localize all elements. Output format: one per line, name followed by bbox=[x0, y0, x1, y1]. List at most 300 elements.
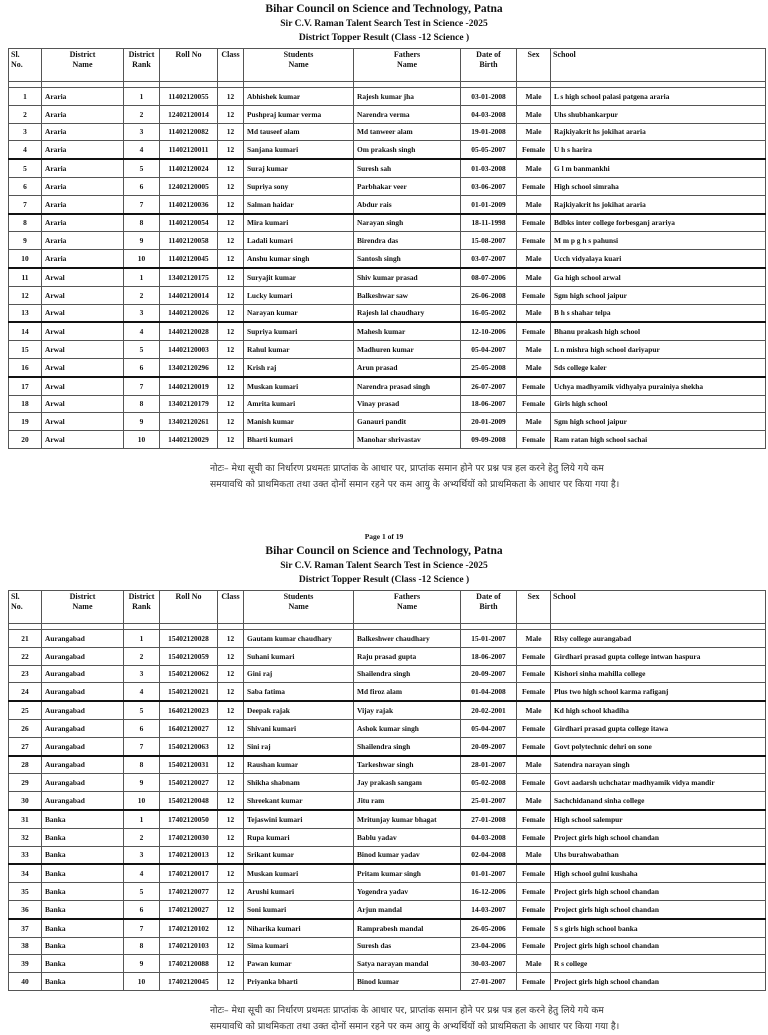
sex: Female bbox=[517, 810, 551, 828]
roll-no: 11402120045 bbox=[160, 250, 218, 268]
sex: Female bbox=[517, 286, 551, 304]
table-row bbox=[9, 810, 766, 828]
sex: Male bbox=[517, 304, 551, 322]
district-rank: 3 bbox=[124, 304, 160, 322]
school-name: Govt polytechnic dehri on sone bbox=[551, 737, 766, 755]
school-name: Uhs shubhankarpur bbox=[551, 105, 766, 123]
student-name: Bharti kumari bbox=[244, 431, 354, 449]
district-name: Araria bbox=[42, 123, 124, 141]
student-name: Manish kumar bbox=[244, 413, 354, 431]
class: 12 bbox=[218, 683, 244, 701]
sex: Female bbox=[517, 883, 551, 901]
serial-no: 34 bbox=[9, 864, 42, 882]
date-of-birth: 08-07-2006 bbox=[461, 268, 517, 286]
date-of-birth: 26-06-2008 bbox=[461, 286, 517, 304]
student-name: Priyanka bharti bbox=[244, 973, 354, 991]
school-name: Plus two high school karma rafiganj bbox=[551, 683, 766, 701]
page-number: Page 1 of 19 bbox=[364, 532, 404, 541]
result-title: District Topper Result (Class -12 Science ) bbox=[298, 33, 470, 43]
table-row bbox=[9, 683, 766, 701]
date-of-birth: 01-01-2009 bbox=[461, 195, 517, 213]
class: 12 bbox=[218, 937, 244, 955]
father-name: Shiv kumar prasad bbox=[354, 268, 461, 286]
district-rank: 2 bbox=[124, 105, 160, 123]
roll-no: 11402120058 bbox=[160, 232, 218, 250]
table-row bbox=[9, 123, 766, 141]
school-name: Girls high school bbox=[551, 395, 766, 413]
result-table-1 bbox=[8, 48, 766, 449]
table-row bbox=[9, 828, 766, 846]
roll-no: 13402120261 bbox=[160, 413, 218, 431]
student-name: Pawan kumar bbox=[244, 955, 354, 973]
district-name: Araria bbox=[42, 195, 124, 213]
district-rank: 5 bbox=[124, 341, 160, 359]
district-rank: 8 bbox=[124, 395, 160, 413]
school-name: Kishori sinha mahilla college bbox=[551, 665, 766, 683]
table-row bbox=[9, 413, 766, 431]
student-name: Sima kumari bbox=[244, 937, 354, 955]
column-header-father-name: Fathers Name bbox=[354, 591, 461, 624]
father-name: Santosh singh bbox=[354, 250, 461, 268]
class: 12 bbox=[218, 756, 244, 774]
district-name: Arwal bbox=[42, 286, 124, 304]
table-row bbox=[9, 395, 766, 413]
result-table-2 bbox=[8, 590, 766, 991]
date-of-birth: 03-06-2007 bbox=[461, 177, 517, 195]
district-rank: 7 bbox=[124, 195, 160, 213]
serial-no: 13 bbox=[9, 304, 42, 322]
student-name: Soni kumari bbox=[244, 900, 354, 918]
serial-no: 18 bbox=[9, 395, 42, 413]
father-name: Shailendra singh bbox=[354, 665, 461, 683]
sex: Female bbox=[517, 214, 551, 232]
sex: Female bbox=[517, 828, 551, 846]
serial-no: 38 bbox=[9, 937, 42, 955]
father-name: Binod kumar bbox=[354, 973, 461, 991]
class: 12 bbox=[218, 123, 244, 141]
serial-no: 24 bbox=[9, 683, 42, 701]
serial-no: 20 bbox=[9, 431, 42, 449]
serial-no: 7 bbox=[9, 195, 42, 213]
serial-no: 27 bbox=[9, 737, 42, 755]
serial-no: 37 bbox=[9, 919, 42, 937]
father-name: Mritunjay kumar bhagat bbox=[354, 810, 461, 828]
table-row bbox=[9, 846, 766, 864]
school-name: High school salempur bbox=[551, 810, 766, 828]
district-rank: 5 bbox=[124, 159, 160, 177]
district-rank: 8 bbox=[124, 756, 160, 774]
column-header-serial-no: Sl. No. bbox=[9, 591, 42, 624]
class: 12 bbox=[218, 864, 244, 882]
serial-no: 17 bbox=[9, 377, 42, 395]
district-name: Banka bbox=[42, 883, 124, 901]
roll-no: 12402120014 bbox=[160, 105, 218, 123]
roll-no: 13402120179 bbox=[160, 395, 218, 413]
serial-no: 32 bbox=[9, 828, 42, 846]
sex: Female bbox=[517, 395, 551, 413]
date-of-birth: 09-09-2008 bbox=[461, 431, 517, 449]
district-rank: 1 bbox=[124, 810, 160, 828]
column-header-district-rank: District Rank bbox=[124, 591, 160, 624]
table-header-row bbox=[9, 591, 766, 624]
class: 12 bbox=[218, 358, 244, 376]
serial-no: 5 bbox=[9, 159, 42, 177]
district-name: Araria bbox=[42, 159, 124, 177]
sex: Female bbox=[517, 719, 551, 737]
school-name: Sachchidanand sinha college bbox=[551, 792, 766, 810]
sex: Male bbox=[517, 195, 551, 213]
school-name: Project girls high school chandan bbox=[551, 883, 766, 901]
student-name: Shikha shabnam bbox=[244, 774, 354, 792]
date-of-birth: 05-04-2007 bbox=[461, 719, 517, 737]
serial-no: 12 bbox=[9, 286, 42, 304]
date-of-birth: 20-09-2007 bbox=[461, 665, 517, 683]
class: 12 bbox=[218, 846, 244, 864]
school-name: S s girls high school banka bbox=[551, 919, 766, 937]
column-header-district-name: District Name bbox=[42, 591, 124, 624]
sex: Male bbox=[517, 792, 551, 810]
page-header-2 bbox=[0, 544, 768, 587]
father-name: Ganauri pandit bbox=[354, 413, 461, 431]
student-name: Sanjana kumari bbox=[244, 141, 354, 159]
school-name: Bdbks inter college forbesganj arariya bbox=[551, 214, 766, 232]
column-header-father-name: Fathers Name bbox=[354, 49, 461, 82]
sex: Male bbox=[517, 955, 551, 973]
district-rank: 4 bbox=[124, 322, 160, 340]
date-of-birth: 16-12-2006 bbox=[461, 883, 517, 901]
district-name: Banka bbox=[42, 955, 124, 973]
class: 12 bbox=[218, 141, 244, 159]
roll-no: 15402120031 bbox=[160, 756, 218, 774]
roll-no: 11402120082 bbox=[160, 123, 218, 141]
sex: Female bbox=[517, 864, 551, 882]
column-header-sex: Sex bbox=[517, 49, 551, 82]
district-rank: 6 bbox=[124, 177, 160, 195]
district-rank: 2 bbox=[124, 286, 160, 304]
serial-no: 35 bbox=[9, 883, 42, 901]
serial-no: 31 bbox=[9, 810, 42, 828]
table-row bbox=[9, 701, 766, 719]
serial-no: 33 bbox=[9, 846, 42, 864]
page-header-1 bbox=[0, 2, 768, 45]
student-name: Salman haidar bbox=[244, 195, 354, 213]
class: 12 bbox=[218, 105, 244, 123]
roll-no: 17402120013 bbox=[160, 846, 218, 864]
district-rank: 9 bbox=[124, 955, 160, 973]
date-of-birth: 18-06-2007 bbox=[461, 647, 517, 665]
date-of-birth: 15-08-2007 bbox=[461, 232, 517, 250]
roll-no: 17402120102 bbox=[160, 919, 218, 937]
roll-no: 17402120045 bbox=[160, 973, 218, 991]
school-name: Sgm high school jaipur bbox=[551, 286, 766, 304]
student-name: Arushi kumari bbox=[244, 883, 354, 901]
table-row bbox=[9, 268, 766, 286]
school-name: Sgm high school jaipur bbox=[551, 413, 766, 431]
district-rank: 6 bbox=[124, 900, 160, 918]
district-name: Arwal bbox=[42, 322, 124, 340]
table-row bbox=[9, 377, 766, 395]
father-name: Narendra verma bbox=[354, 105, 461, 123]
sex: Female bbox=[517, 665, 551, 683]
class: 12 bbox=[218, 737, 244, 755]
date-of-birth: 18-11-1998 bbox=[461, 214, 517, 232]
student-name: Narayan kumar bbox=[244, 304, 354, 322]
sex: Male bbox=[517, 159, 551, 177]
date-of-birth: 05-05-2007 bbox=[461, 141, 517, 159]
class: 12 bbox=[218, 413, 244, 431]
father-name: Vijay rajak bbox=[354, 701, 461, 719]
table-row bbox=[9, 88, 766, 106]
serial-no: 4 bbox=[9, 141, 42, 159]
roll-no: 12402120005 bbox=[160, 177, 218, 195]
table-row bbox=[9, 214, 766, 232]
roll-no: 16402120023 bbox=[160, 701, 218, 719]
serial-no: 6 bbox=[9, 177, 42, 195]
serial-no: 30 bbox=[9, 792, 42, 810]
school-name: Uhs burahwabathan bbox=[551, 846, 766, 864]
roll-no: 11402120054 bbox=[160, 214, 218, 232]
district-name: Aurangabad bbox=[42, 774, 124, 792]
date-of-birth: 28-01-2007 bbox=[461, 756, 517, 774]
father-name: Binod kumar yadav bbox=[354, 846, 461, 864]
district-rank: 3 bbox=[124, 665, 160, 683]
father-name: Narendra prasad singh bbox=[354, 377, 461, 395]
table-row bbox=[9, 431, 766, 449]
student-name: Ladali kumari bbox=[244, 232, 354, 250]
student-name: Gini raj bbox=[244, 665, 354, 683]
table-row bbox=[9, 304, 766, 322]
class: 12 bbox=[218, 268, 244, 286]
serial-no: 21 bbox=[9, 630, 42, 648]
date-of-birth: 23-04-2006 bbox=[461, 937, 517, 955]
father-name: Abdur rais bbox=[354, 195, 461, 213]
school-name: High school gulni kushaha bbox=[551, 864, 766, 882]
sex: Male bbox=[517, 358, 551, 376]
column-header-roll-no: Roll No bbox=[160, 49, 218, 82]
class: 12 bbox=[218, 719, 244, 737]
student-name: Raushan kumar bbox=[244, 756, 354, 774]
father-name: Yogendra yadav bbox=[354, 883, 461, 901]
sex: Female bbox=[517, 322, 551, 340]
column-header-sex: Sex bbox=[517, 591, 551, 624]
district-name: Araria bbox=[42, 141, 124, 159]
class: 12 bbox=[218, 322, 244, 340]
table-header-row bbox=[9, 49, 766, 82]
class: 12 bbox=[218, 304, 244, 322]
table-row bbox=[9, 358, 766, 376]
school-name: Project girls high school chandan bbox=[551, 973, 766, 991]
class: 12 bbox=[218, 214, 244, 232]
date-of-birth: 20-02-2001 bbox=[461, 701, 517, 719]
sex: Male bbox=[517, 268, 551, 286]
table-row bbox=[9, 177, 766, 195]
district-name: Aurangabad bbox=[42, 647, 124, 665]
father-name: Bablu yadav bbox=[354, 828, 461, 846]
serial-no: 1 bbox=[9, 88, 42, 106]
sex: Female bbox=[517, 737, 551, 755]
father-name: Md firoz alam bbox=[354, 683, 461, 701]
sex: Female bbox=[517, 431, 551, 449]
table-row bbox=[9, 286, 766, 304]
roll-no: 16402120027 bbox=[160, 719, 218, 737]
roll-no: 14402120003 bbox=[160, 341, 218, 359]
date-of-birth: 25-01-2007 bbox=[461, 792, 517, 810]
date-of-birth: 15-01-2007 bbox=[461, 630, 517, 648]
column-header-serial-no: Sl. No. bbox=[9, 49, 42, 82]
serial-no: 39 bbox=[9, 955, 42, 973]
district-rank: 10 bbox=[124, 973, 160, 991]
sex: Male bbox=[517, 630, 551, 648]
student-name: Deepak rajak bbox=[244, 701, 354, 719]
column-header-class: Class bbox=[218, 49, 244, 82]
school-name: U h s harira bbox=[551, 141, 766, 159]
date-of-birth: 05-02-2008 bbox=[461, 774, 517, 792]
column-header-school-name: School bbox=[551, 591, 766, 624]
father-name: Balkeshwer chaudhary bbox=[354, 630, 461, 648]
school-name: Rlsy college aurangabad bbox=[551, 630, 766, 648]
school-name: Satendra narayan singh bbox=[551, 756, 766, 774]
sex: Male bbox=[517, 250, 551, 268]
father-name: Madhuren kumar bbox=[354, 341, 461, 359]
district-rank: 3 bbox=[124, 846, 160, 864]
student-name: Mira kumari bbox=[244, 214, 354, 232]
father-name: Balkeshwar saw bbox=[354, 286, 461, 304]
district-name: Banka bbox=[42, 864, 124, 882]
table-row bbox=[9, 250, 766, 268]
school-name: High school simraha bbox=[551, 177, 766, 195]
student-name: Krish raj bbox=[244, 358, 354, 376]
table-row bbox=[9, 900, 766, 918]
table-row bbox=[9, 919, 766, 937]
serial-no: 16 bbox=[9, 358, 42, 376]
father-name: Birendra das bbox=[354, 232, 461, 250]
serial-no: 19 bbox=[9, 413, 42, 431]
school-name: Ucch vidyalaya kuari bbox=[551, 250, 766, 268]
school-name: L n mishra high school dariyapur bbox=[551, 341, 766, 359]
table-row bbox=[9, 141, 766, 159]
serial-no: 15 bbox=[9, 341, 42, 359]
roll-no: 15402120062 bbox=[160, 665, 218, 683]
column-header-student-name: Students Name bbox=[244, 49, 354, 82]
district-rank: 2 bbox=[124, 647, 160, 665]
district-rank: 9 bbox=[124, 232, 160, 250]
district-rank: 3 bbox=[124, 123, 160, 141]
serial-no: 25 bbox=[9, 701, 42, 719]
class: 12 bbox=[218, 195, 244, 213]
roll-no: 17402120027 bbox=[160, 900, 218, 918]
school-name: B h s shahar telpa bbox=[551, 304, 766, 322]
district-name: Arwal bbox=[42, 413, 124, 431]
district-name: Banka bbox=[42, 846, 124, 864]
date-of-birth: 25-05-2008 bbox=[461, 358, 517, 376]
student-name: Rahul kumar bbox=[244, 341, 354, 359]
date-of-birth: 20-09-2007 bbox=[461, 737, 517, 755]
date-of-birth: 20-01-2009 bbox=[461, 413, 517, 431]
roll-no: 11402120036 bbox=[160, 195, 218, 213]
class: 12 bbox=[218, 159, 244, 177]
district-rank: 10 bbox=[124, 431, 160, 449]
father-name: Pritam kumar singh bbox=[354, 864, 461, 882]
column-header-date-of-birth: Date of Birth bbox=[461, 591, 517, 624]
student-name: Supriya kumari bbox=[244, 322, 354, 340]
roll-no: 14402120014 bbox=[160, 286, 218, 304]
table-row bbox=[9, 159, 766, 177]
roll-no: 17402120077 bbox=[160, 883, 218, 901]
student-name: Muskan kumari bbox=[244, 377, 354, 395]
student-name: Amrita kumari bbox=[244, 395, 354, 413]
table-row bbox=[9, 322, 766, 340]
school-name: Ga high school arwal bbox=[551, 268, 766, 286]
district-name: Arwal bbox=[42, 341, 124, 359]
date-of-birth: 05-04-2007 bbox=[461, 341, 517, 359]
student-name: Niharika kumari bbox=[244, 919, 354, 937]
column-header-student-name: Students Name bbox=[244, 591, 354, 624]
table-row bbox=[9, 105, 766, 123]
district-name: Aurangabad bbox=[42, 665, 124, 683]
sex: Female bbox=[517, 377, 551, 395]
student-name: Abhishek kumar bbox=[244, 88, 354, 106]
father-name: Parbhakar veer bbox=[354, 177, 461, 195]
exam-title: Sir C.V. Raman Talent Search Test in Science -2025 bbox=[280, 561, 488, 571]
table-row bbox=[9, 195, 766, 213]
roll-no: 11402120024 bbox=[160, 159, 218, 177]
school-name: G l m banmankhi bbox=[551, 159, 766, 177]
sex: Female bbox=[517, 647, 551, 665]
sex: Male bbox=[517, 123, 551, 141]
district-rank: 9 bbox=[124, 774, 160, 792]
sex: Female bbox=[517, 900, 551, 918]
district-rank: 4 bbox=[124, 683, 160, 701]
district-name: Araria bbox=[42, 88, 124, 106]
date-of-birth: 04-03-2008 bbox=[461, 828, 517, 846]
district-name: Arwal bbox=[42, 377, 124, 395]
roll-no: 15402120028 bbox=[160, 630, 218, 648]
student-name: Srikant kumar bbox=[244, 846, 354, 864]
column-header-school-name: School bbox=[551, 49, 766, 82]
sex: Male bbox=[517, 756, 551, 774]
father-name: Md tanweer alam bbox=[354, 123, 461, 141]
merit-note-1: नोटः– मेधा सूची का निर्धारण प्रथमतः प्राप्तांक के आधार पर, प्राप्तांक समान होने पर प्रश्न पत्र हल करने हेतु लिये गये कम समयावधि को प्राथमिकता तथा उक्त दोनों समान रहने पर कम आयु के अभ्यर्थियों को प्राथमिकता के आधार पर किया गया है। bbox=[210, 463, 620, 490]
district-rank: 7 bbox=[124, 377, 160, 395]
father-name: Manohar shrivastav bbox=[354, 431, 461, 449]
district-name: Banka bbox=[42, 919, 124, 937]
roll-no: 15402120021 bbox=[160, 683, 218, 701]
sex: Female bbox=[517, 774, 551, 792]
serial-no: 3 bbox=[9, 123, 42, 141]
roll-no: 17402120050 bbox=[160, 810, 218, 828]
date-of-birth: 27-01-2008 bbox=[461, 810, 517, 828]
sex: Male bbox=[517, 105, 551, 123]
district-rank: 9 bbox=[124, 413, 160, 431]
district-name: Banka bbox=[42, 828, 124, 846]
father-name: Satya narayan mandal bbox=[354, 955, 461, 973]
table-row bbox=[9, 647, 766, 665]
student-name: Sini raj bbox=[244, 737, 354, 755]
column-header-roll-no: Roll No bbox=[160, 591, 218, 624]
date-of-birth: 30-03-2007 bbox=[461, 955, 517, 973]
school-name: Girdhari prasad gupta college itawa bbox=[551, 719, 766, 737]
roll-no: 13402120296 bbox=[160, 358, 218, 376]
district-name: Aurangabad bbox=[42, 719, 124, 737]
father-name: Arjun mandal bbox=[354, 900, 461, 918]
sex: Female bbox=[517, 919, 551, 937]
district-name: Aurangabad bbox=[42, 737, 124, 755]
class: 12 bbox=[218, 701, 244, 719]
sex: Female bbox=[517, 683, 551, 701]
serial-no: 8 bbox=[9, 214, 42, 232]
date-of-birth: 01-03-2008 bbox=[461, 159, 517, 177]
district-name: Araria bbox=[42, 177, 124, 195]
